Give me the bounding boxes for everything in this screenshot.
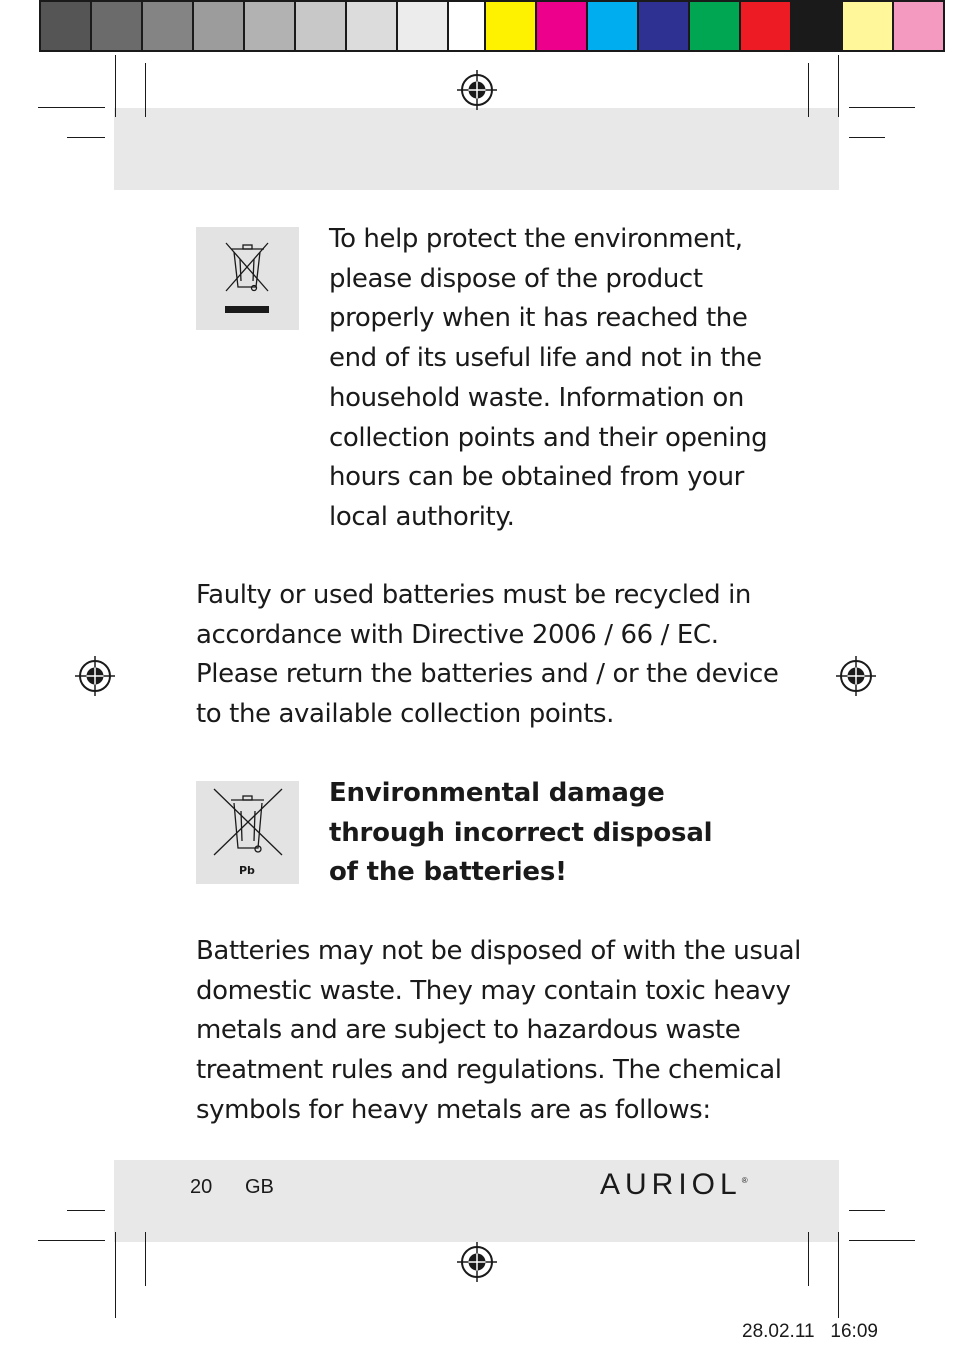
battery-icon-box [196, 781, 299, 884]
registration-mark-icon [457, 1242, 497, 1282]
color-swatch [792, 0, 843, 52]
color-swatch [639, 0, 690, 52]
battery-icon-label: Pb [239, 864, 255, 877]
text-line: to the available collection points. [196, 699, 615, 730]
text-line: Please return the batteries and / or the device [196, 659, 779, 690]
text-line: please dispose of the product [329, 263, 703, 294]
text-line: domestic waste. They may contain toxic heavy [196, 975, 791, 1006]
brand-name: AURIOL [600, 1168, 742, 1201]
print-date: 28.02.11 [742, 1321, 815, 1342]
text-line: symbols for heavy metals are as follows: [196, 1094, 711, 1125]
text-line: Faulty or used batteries must be recycled in [196, 580, 751, 610]
registration-mark-icon [457, 70, 497, 110]
text-line: properly when it has reached the [329, 303, 748, 334]
registration-mark-icon [75, 656, 115, 696]
color-swatch [398, 0, 449, 52]
text-line: collection points and their opening [329, 422, 768, 453]
text-line: Batteries may not be disposed of with the usual [196, 936, 801, 966]
text-line: through incorrect disposal [329, 817, 713, 848]
registered-mark: ® [741, 1176, 748, 1185]
text-line: metals and are subject to hazardous waste [196, 1015, 741, 1046]
print-time: 16:09 [830, 1321, 878, 1342]
weee-icon-box [196, 227, 299, 330]
page-number: 20 [190, 1176, 213, 1198]
battery-recycling-paragraph [196, 576, 778, 735]
color-swatch [588, 0, 639, 52]
text-line: household waste. Information on [329, 382, 745, 413]
color-swatch [894, 0, 945, 52]
crossed-out-wheelie-bin-icon [196, 227, 299, 330]
warning-heading [329, 774, 712, 893]
color-swatch [39, 0, 92, 52]
language-code: GB [245, 1176, 274, 1198]
color-swatch [537, 0, 588, 52]
color-swatch [843, 0, 894, 52]
text-line: accordance with Directive 2006 / 66 / EC. [196, 619, 719, 650]
color-swatch [245, 0, 296, 52]
text-line: end of its useful life and not in the [329, 343, 762, 374]
brand-logo [600, 1168, 748, 1202]
text-line: of the batteries! [329, 857, 567, 888]
print-timestamp [742, 1321, 878, 1343]
text-line: To help protect the environment, [329, 224, 743, 254]
text-line: treatment rules and regulations. The chemical [196, 1055, 782, 1086]
disposal-paragraph [329, 220, 767, 538]
color-swatch [347, 0, 398, 52]
header-band [114, 108, 839, 190]
color-swatch [143, 0, 194, 52]
grey-scale-bar [39, 0, 500, 52]
color-swatch [296, 0, 347, 52]
text-line: hours can be obtained from your [329, 462, 744, 493]
color-swatch [741, 0, 792, 52]
crossed-out-battery-bin-icon [196, 781, 299, 884]
text-line: Environmental damage [329, 778, 665, 808]
process-color-bar [484, 0, 945, 52]
heavy-metals-paragraph [196, 932, 801, 1131]
color-swatch [484, 0, 537, 52]
registration-mark-icon [836, 656, 876, 696]
color-swatch [690, 0, 741, 52]
color-swatch [92, 0, 143, 52]
color-swatch [194, 0, 245, 52]
text-line: local authority. [329, 501, 515, 532]
